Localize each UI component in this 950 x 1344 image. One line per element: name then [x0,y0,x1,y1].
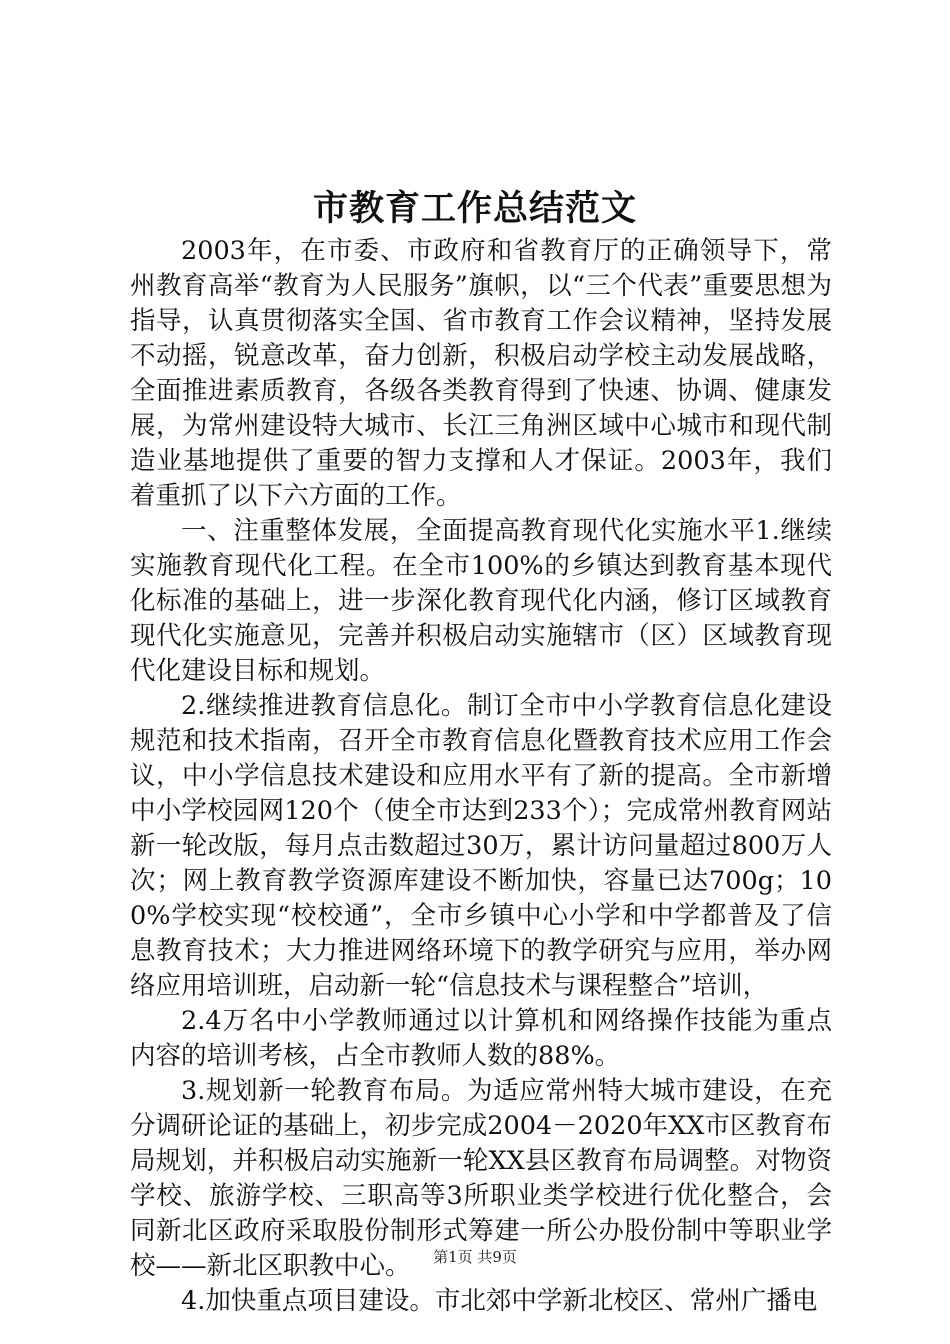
paragraph: 一、注重整体发展，全面提高教育现代化实施水平1.继续实施教育现代化工程。在全市100%的乡镇达到教育基本现代化标准的基础上，进一步深化教育现代化内涵，修订区域教育现代化实施意见，完善并积极启动实施辖市（区）区域教育现代化建设目标和规划。 [130,516,832,686]
page-number-footer: 第1页 共9页 [433,1248,517,1266]
document-title: 市教育工作总结范文 [312,188,637,229]
paragraph: 2.继续推进教育信息化。制订全市中小学教育信息化建设规范和技术指南，召开全市教育信息化暨教育技术应用工作会议，中小学信息技术建设和应用水平有了新的提高。全市新增中小学校园网120个（使全市达到233个）；完成常州教育网站新一轮改版，每月点击数超过30万，累计访问量超过800万人次；网上教育教学资源库建设不断加快，容量已达700g；100%学校实现“校校通”，全市乡镇中心小学和中学都普及了信息教育技术；大力推进网络环境下的教学研究与应用，举办网络应用培训班，启动新一轮“信息技术与课程整合”培训， [130,691,832,1001]
document-body [130,234,832,1319]
paragraph: 2.4万名中小学教师通过以计算机和网络操作技能为重点内容的培训考核，占全市教师人数的88%。 [130,1006,832,1071]
paragraph: 2003年，在市委、市政府和省教育厅的正确领导下，常州教育高举“教育为人民服务”旗帜，以“三个代表”重要思想为指导，认真贯彻落实全国、省市教育工作会议精神，坚持发展不动摇，锐意改革，奋力创新，积极启动学校主动发展战略，全面推进素质教育，各级各类教育得到了快速、协调、健康发展，为常州建设特大城市、长江三角洲区域中心城市和现代制造业基地提供了重要的智力支撑和人才保证。2003年，我们着重抓了以下六方面的工作。 [130,236,832,511]
paragraph: 3.规划新一轮教育布局。为适应常州特大城市建设，在充分调研论证的基础上，初步完成2004－2020年XX市区教育布局规划，并积极启动实施新一轮XX县区教育布局调整。对物资学校、旅游学校、三职高等3所职业类学校进行优化整合，会同新北区政府采取股份制形式筹建一所公办股份制中等职业学校——新北区职教中心。 [130,1076,832,1281]
paragraph: 4.加快重点项目建设。市北郊中学新北校区、常州广播电 [181,1286,818,1316]
